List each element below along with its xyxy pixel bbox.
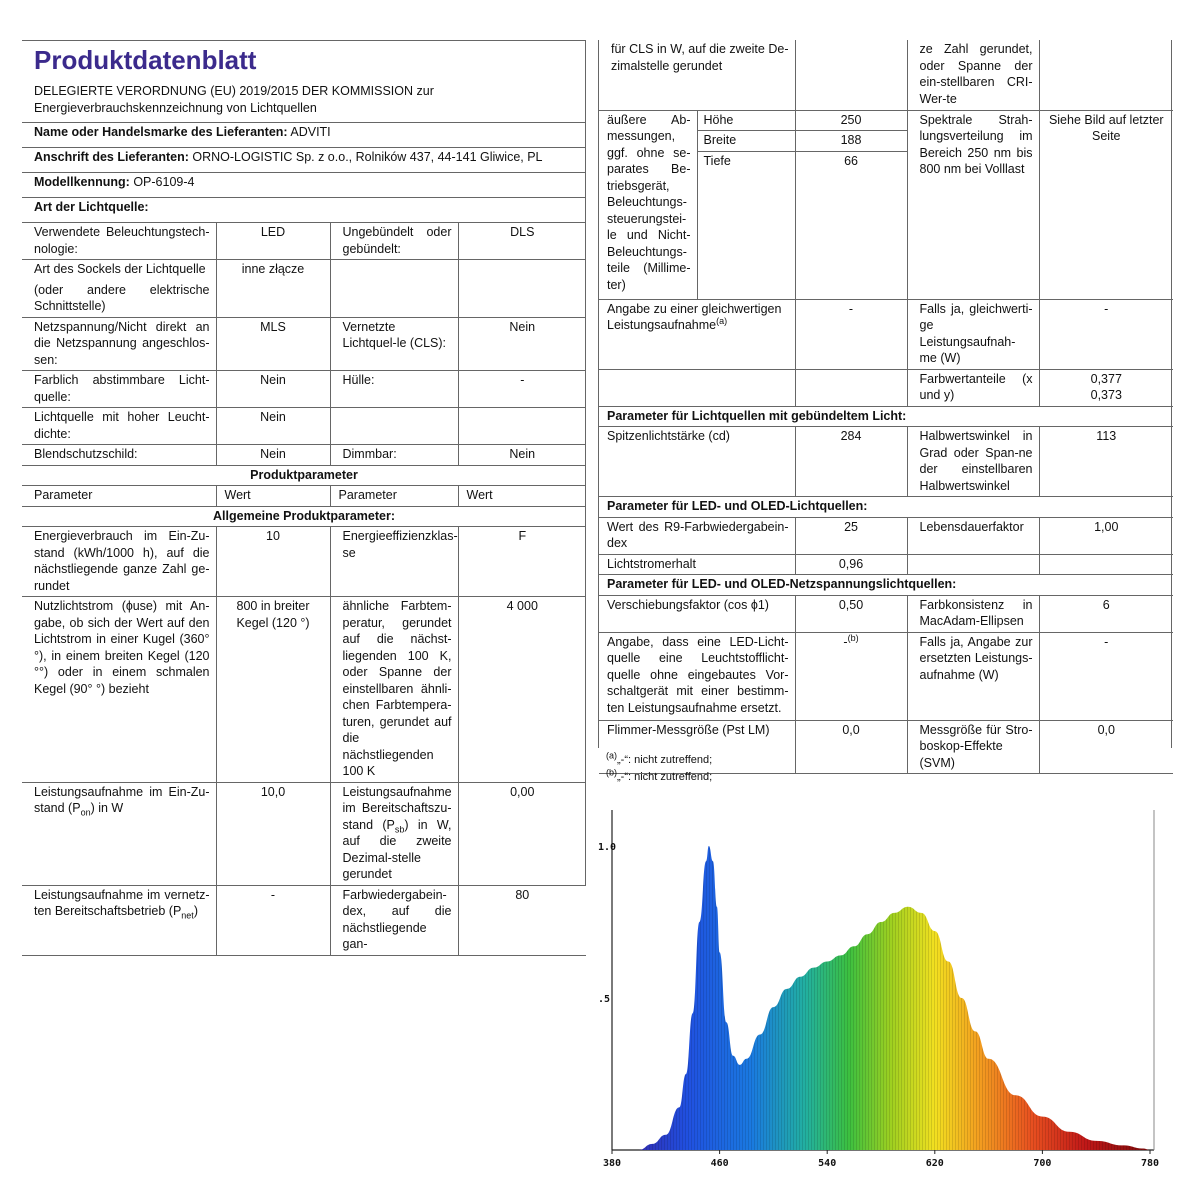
flicker-label: Flimmer-Messgröße (Pst LM)	[599, 720, 795, 774]
equivalent-power-row	[599, 299, 1173, 369]
efficiency-class-label: Energieeffizienzklas-se	[330, 527, 458, 597]
maintenance-empty-b	[1039, 554, 1173, 575]
led-heading: Parameter für LED- und OLED-Lichtquellen:	[599, 497, 1173, 518]
footnote-a: $^{(a)}$„-“: nicht zutreffend;	[606, 750, 713, 766]
x-axis	[603, 1150, 1159, 1169]
equivalent-power-w-label: Falls ja, gleichwerti-ge Leistungsaufnah-me (W)	[907, 299, 1039, 369]
r9-row	[599, 517, 1173, 554]
left-table-column	[22, 40, 586, 951]
socket-label-sub: (oder andere elektrische Schnittstelle)	[34, 282, 210, 313]
power-factor-label: Verschiebungsfaktor (cos ϕ1)	[599, 595, 795, 632]
technology-row	[22, 223, 586, 260]
source-type-heading-row	[22, 198, 586, 223]
dls-heading-row	[599, 406, 1173, 427]
cont-cri: ze Zahl gerundet, oder Spanne der ein-stellbaren CRI-Wer-te	[907, 40, 1039, 110]
focus-label: Ungebündelt oder gebündelt:	[330, 223, 458, 260]
cct-value: 4 000	[458, 597, 586, 783]
width-value: 188	[795, 131, 907, 152]
stroboscopic-value: 0,0	[1039, 720, 1173, 774]
cls-label: Vernetzte Lichtquel-le (CLS):	[330, 317, 458, 371]
macadam-value: 6	[1039, 595, 1173, 632]
mains-label: Netzspannung/Nicht direkt an die Netzspannung angeschlos-sen:	[22, 317, 216, 371]
x-tick-label-460: 460	[710, 1158, 729, 1169]
peak-intensity-row	[599, 427, 1173, 497]
macadam-label: Farbkonsistenz in MacAdam-Ellipsen	[907, 595, 1039, 632]
equivalent-power-label: Angabe zu einer gleichwertigen Leistungsaufnahme$^{(a)}$	[599, 299, 795, 369]
page-title: Produktdatenblatt	[34, 45, 257, 75]
dimensions-label: äußere Ab-messungen, ggf. ohne se-parates Be-triebsgerät, Beleuchtungs-steuerungstei-le und Nicht-Beleuchtungs-teile (Millime-ter)	[599, 110, 697, 299]
cont-empty-b	[1039, 40, 1173, 110]
replacement-row	[599, 632, 1173, 720]
product-datasheet-table-left	[22, 122, 586, 956]
mains-value: MLS	[216, 317, 330, 371]
equivalent-power-w-value: -	[1039, 299, 1173, 369]
glare-row	[22, 445, 586, 466]
high-luminance-label: Lichtquelle mit hoher Leucht-dichte:	[22, 408, 216, 445]
x-tick-label-780: 780	[1140, 1158, 1160, 1169]
networked-standby-label: Leistungsaufnahme im vernetz-ten Bereitschaftsbetrieb $(P_{net})$	[22, 885, 216, 955]
lumen-maintenance-label: Lichtstromerhalt	[599, 554, 795, 575]
socket-label: Art des Sockels der Lichtquelle	[34, 262, 206, 276]
technology-label: Verwendete Beleuchtungstech-nologie:	[22, 223, 216, 260]
standby-power-value: 0,00	[458, 782, 586, 885]
glare-value: Nein	[216, 445, 330, 466]
spectral-distribution-chart	[598, 806, 1174, 1178]
maintenance-row	[599, 554, 1173, 575]
x-tick-label-540: 540	[818, 1158, 837, 1169]
lifetime-factor-label: Lebensdauerfaktor	[907, 517, 1039, 554]
energy-label: Energieverbrauch im Ein-Zu-stand (kWh/1000 h), auf die nächstliegende ganze Zahl ge-rundet	[22, 527, 216, 597]
depth-value: 66	[795, 151, 907, 299]
col-param-b: Parameter	[330, 486, 458, 507]
chromaticity-row	[599, 369, 1173, 406]
power-on-value: 10,0	[216, 782, 330, 885]
y-axis	[598, 842, 616, 1005]
cri-value: 80	[458, 885, 586, 955]
focus-value: DLS	[458, 223, 586, 260]
source-type-heading: Art der Lichtquelle:	[22, 198, 586, 223]
height-label: Höhe	[697, 110, 795, 131]
mains-heading-row	[599, 575, 1173, 596]
general-params-heading-row	[22, 506, 586, 527]
socket-value: inne złącze	[216, 260, 330, 318]
chromaticity-empty-b	[795, 369, 907, 406]
envelope-label: Hülle:	[330, 371, 458, 408]
flux-row	[22, 597, 586, 783]
tunable-value: Nein	[216, 371, 330, 408]
mains-led-heading: Parameter für LED- und OLED-Netzspannungslichtquellen:	[599, 575, 1173, 596]
chromaticity-label: Farbwertanteile (x und y)	[907, 369, 1039, 406]
dls-heading: Parameter für Lichtquellen mit gebündeltem Licht:	[599, 406, 1173, 427]
supplier-name-row	[22, 123, 586, 148]
spectrum-stripes	[612, 846, 1150, 1150]
supplier-address-row	[22, 148, 586, 173]
x-tick-label-620: 620	[925, 1158, 944, 1169]
cri-label: Farbwiedergabein-dex, auf die nächstliegende gan-	[330, 885, 458, 955]
r9-value: 25	[795, 517, 907, 554]
energy-row	[22, 527, 586, 597]
mains-row	[22, 317, 586, 371]
flicker-value: 0,0	[795, 720, 907, 774]
chromaticity-y: 0,373	[1090, 388, 1122, 402]
maintenance-empty-a	[907, 554, 1039, 575]
col-value-b: Wert	[458, 486, 586, 507]
width-label: Breite	[697, 131, 795, 152]
peak-intensity-value: 284	[795, 427, 907, 497]
power-factor-value: 0,50	[795, 595, 907, 632]
networked-standby-row	[22, 885, 586, 955]
envelope-value: -	[458, 371, 586, 408]
dimmable-label: Dimmbar:	[330, 445, 458, 466]
chromaticity-empty-a	[599, 369, 795, 406]
supplier-name-value: ADVITI	[290, 125, 331, 139]
spectral-distribution-value: Siehe Bild auf letzter Seite	[1039, 110, 1173, 299]
footnotes	[606, 752, 712, 786]
high-luminance-row	[22, 408, 586, 445]
model-value: OP-6109-4	[133, 175, 195, 189]
spectral-distribution-label: Spektrale Strah-lungsverteilung im Bereich 250 nm bis 800 nm bei Volllast	[907, 110, 1039, 299]
model-label: Modellkennung:	[34, 175, 130, 189]
energy-value: 10	[216, 527, 330, 597]
supplier-address-value: ORNO-LOGISTIC Sp. z o.o., Rolników 437, 44-141 Gliwice, PL	[192, 150, 543, 164]
r9-label: Wert des R9-Farbwiedergabein-dex	[599, 517, 795, 554]
general-params-heading: Allgemeine Produktparameter:	[22, 506, 586, 527]
continuation-row	[599, 40, 1173, 110]
height-value: 250	[795, 110, 907, 131]
cont-networked-standby: für CLS in W, auf die zweite De-zimalstelle gerundet	[599, 40, 795, 110]
replacement-value: -$^{(b)}$	[795, 632, 907, 720]
led-heading-row	[599, 497, 1173, 518]
peak-intensity-label: Spitzenlichtstärke (cd)	[599, 427, 795, 497]
tunable-row	[22, 371, 586, 408]
y-tick-label-1: 1.0	[598, 842, 617, 853]
cont-empty	[795, 40, 907, 110]
stroboscopic-label: Messgröße für Stro-boskop-Effekte (SVM)	[907, 720, 1039, 774]
product-params-heading: Produktparameter	[22, 465, 586, 486]
technology-value: LED	[216, 223, 330, 260]
replacement-label: Angabe, dass eine LED-Licht-quelle eine Leuchtstofflicht-quelle ohne eingebautes Vor-schaltgerät mit einer bestimm-ten Leistungsaufnahme ersetzt.	[599, 632, 795, 720]
networked-standby-value: -	[216, 885, 330, 955]
socket-row	[22, 260, 586, 318]
footnote-b: $^{(b)}$„-“: nicht zutreffend;	[606, 767, 713, 783]
height-row	[599, 110, 1173, 131]
x-tick-label-380: 380	[602, 1158, 622, 1169]
product-datasheet-table-right	[599, 40, 1173, 774]
flux-value: 800 in breiter Kegel (120 °)	[216, 597, 330, 783]
product-params-heading-row	[22, 465, 586, 486]
power-on-row	[22, 782, 586, 885]
standby-power-label: Leistungsaufnahme im Bereitschaftszu-stand $(P_{sb})$ in W, auf die zweite Dezimal-stelle gerundet	[330, 782, 458, 885]
equivalent-power-value: -	[795, 299, 907, 369]
flux-label: Nutzlichtstrom (ɸuse) mit An-gabe, ob sich der Wert auf den Lichtstrom in einer Kugel (360° °), in einem breiten Kegel (120 °°) oder in einem schmalen Kegel (90° °) bezieht	[22, 597, 216, 783]
replacement-power-value: -	[1039, 632, 1173, 720]
lumen-maintenance-value: 0,96	[795, 554, 907, 575]
power-factor-row	[599, 595, 1173, 632]
beam-angle-value: 113	[1039, 427, 1173, 497]
socket-empty-a	[330, 260, 458, 318]
hld-empty-a	[330, 408, 458, 445]
dimmable-value: Nein	[458, 445, 586, 466]
chromaticity-values	[1039, 369, 1173, 406]
regulation-subtitle: DELEGIERTE VERORDNUNG (EU) 2019/2015 DER KOMMISSION zur Energieverbrauchskennzeichnung von Lichtquellen	[34, 84, 434, 115]
high-luminance-value: Nein	[216, 408, 330, 445]
depth-label: Tiefe	[697, 151, 795, 299]
lifetime-factor-value: 1,00	[1039, 517, 1173, 554]
socket-empty-b	[458, 260, 586, 318]
glare-label: Blendschutzschild:	[22, 445, 216, 466]
x-tick-label-700: 700	[1033, 1158, 1052, 1169]
column-header-row	[22, 486, 586, 507]
supplier-address-label: Anschrift des Lieferanten:	[34, 150, 189, 164]
power-on-label: Leistungsaufnahme im Ein-Zu-stand $(P_{on})$ in W	[22, 782, 216, 885]
model-row	[22, 173, 586, 198]
socket-label-cell	[22, 260, 216, 318]
efficiency-class-value: F	[458, 527, 586, 597]
cls-value: Nein	[458, 317, 586, 371]
beam-angle-label: Halbwertswinkel in Grad oder Span-ne der einstellbaren Halbwertswinkel	[907, 427, 1039, 497]
col-value-a: Wert	[216, 486, 330, 507]
cct-label: ähnliche Farbtem-peratur, gerundet auf die nächst-liegenden 100 K, oder Spanne der einstellbaren ähnli-chen Farbtempera-turen, gerundet auf die nächstliegenden 100 K	[330, 597, 458, 783]
chromaticity-x: 0,377	[1090, 371, 1122, 386]
replacement-power-label: Falls ja, Angabe zur ersetzten Leistungs-aufnahme (W)	[907, 632, 1039, 720]
tunable-label: Farblich abstimmbare Licht-quelle:	[22, 371, 216, 408]
supplier-name-label: Name oder Handelsmarke des Lieferanten:	[34, 125, 288, 139]
col-param-a: Parameter	[22, 486, 216, 507]
y-tick-label-0: .5	[598, 994, 611, 1005]
hld-empty-b	[458, 408, 586, 445]
